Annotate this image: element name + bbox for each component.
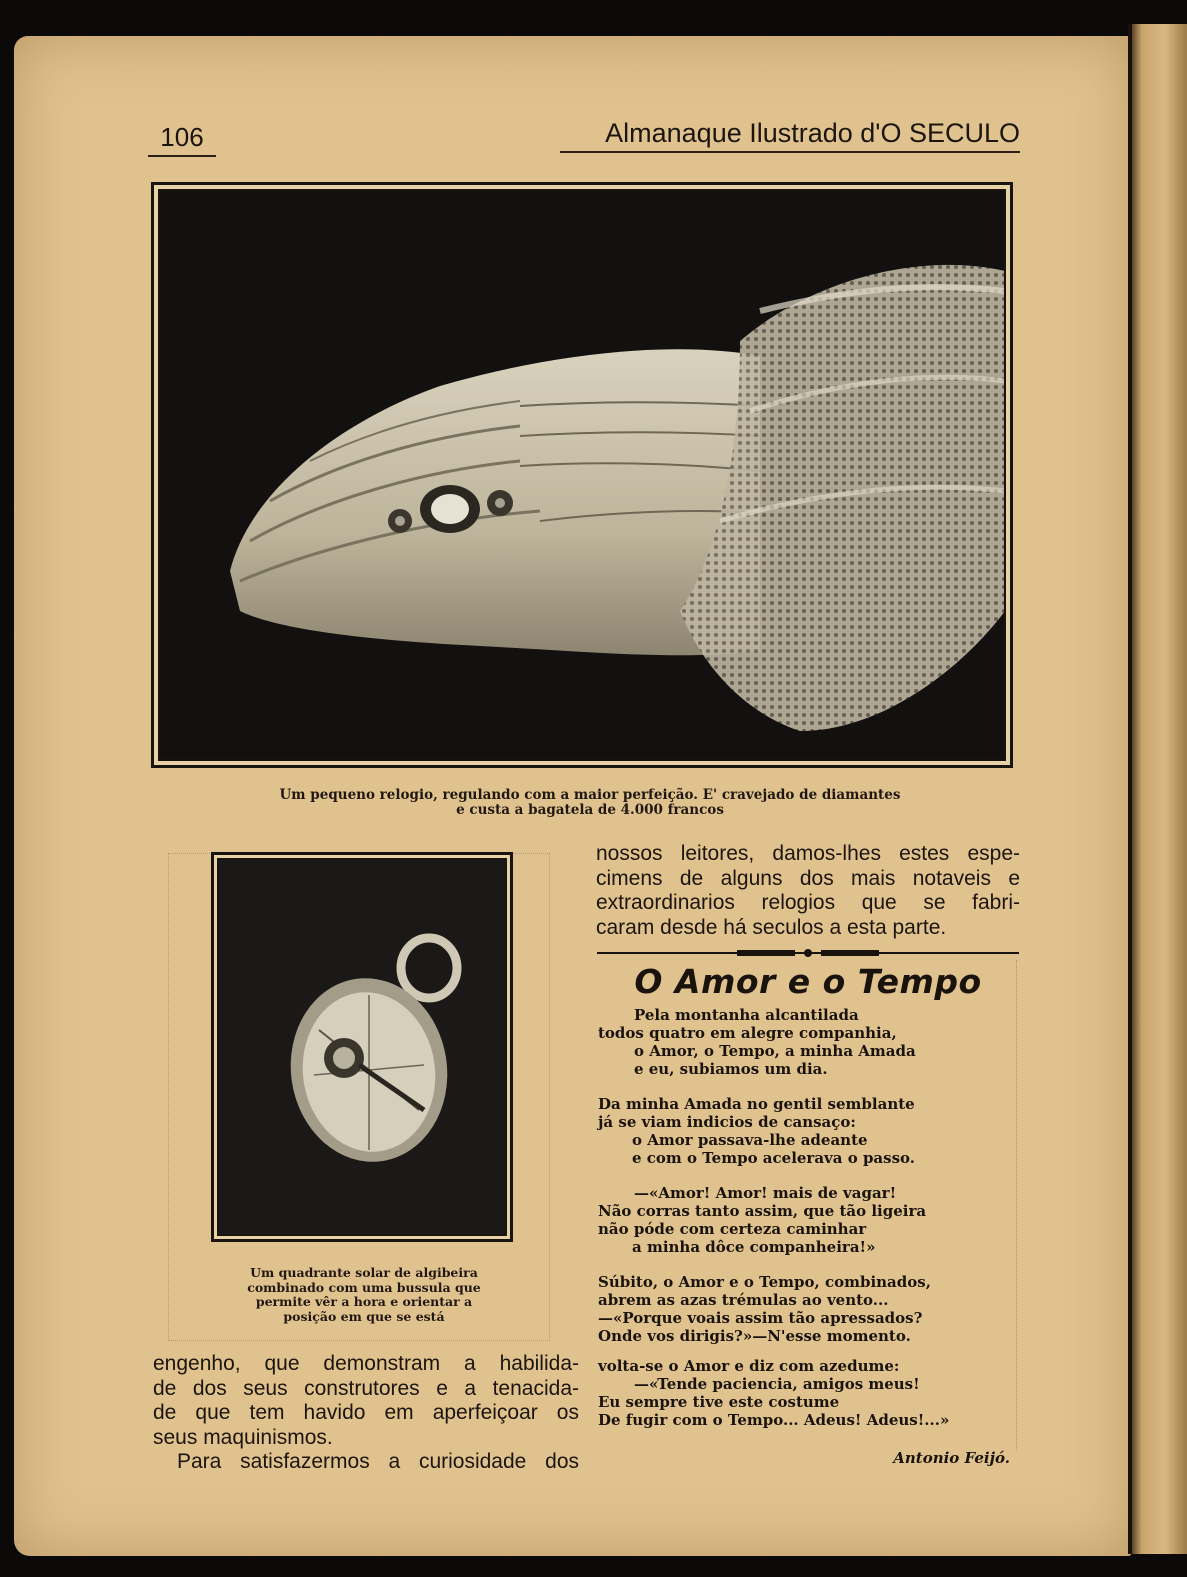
poem-stanza — [598, 1006, 1038, 1078]
poem-verse: De fugir com o Tempo... Adeus! Adeus!...» — [598, 1411, 950, 1429]
sundial-caption-line: permite vêr a hora e orientar a — [255, 1294, 473, 1309]
sundial-caption — [214, 1266, 514, 1324]
poem-verse: Pela montanha alcantilada — [634, 1006, 859, 1024]
sundial-caption-line: posição em que se está — [283, 1308, 445, 1324]
section-divider-ornament — [597, 944, 1019, 960]
poem-verse: Súbito, o Amor e o Tempo, combinados, — [598, 1273, 931, 1291]
poem-verse: abrem as azas trémulas ao vento... — [598, 1291, 889, 1309]
prose-line: Para satisfazermos a curiosidade dos — [177, 1450, 579, 1473]
poem-body — [598, 1006, 1038, 1446]
poem-stanza — [598, 1184, 1038, 1256]
facing-page-edge — [1132, 24, 1187, 1554]
poem-author: Antonio Feijó. — [893, 1449, 1010, 1467]
ring-watch-photo — [151, 182, 1013, 768]
poem-verse: Eu sempre tive este costume — [598, 1393, 840, 1411]
prose-line: caram desde há seculos a esta parte. — [596, 915, 947, 939]
poem-stanza — [598, 1273, 1038, 1345]
sundial-caption-line: Um quadrante solar de algibeira — [250, 1265, 478, 1280]
gloved-hand-illustration — [160, 191, 1006, 761]
poem-verse: —«Tende paciencia, amigos meus! — [634, 1375, 920, 1393]
prose-line: engenho, que demonstram a habilida- — [153, 1352, 579, 1375]
main-caption-line-1: Um pequeno relogio, regulando com a maior perfeição. E' cravejado de diamantes — [279, 787, 901, 803]
poem-verse: todos quatro em alegre companhia, — [598, 1024, 897, 1042]
poem-stanza — [598, 1357, 1038, 1429]
running-title: Almanaque Ilustrado d'O SECULO — [560, 118, 1020, 153]
poem-column-rule — [1016, 960, 1018, 1450]
prose-line: de dos seus construtores e a tenacida- — [153, 1376, 579, 1400]
poem-verse: não póde com certeza caminhar — [598, 1220, 867, 1238]
main-photo-caption — [190, 788, 990, 818]
right-column-text — [596, 842, 1020, 940]
poem-verse: a minha dôce companheira!» — [632, 1238, 876, 1256]
prose-line: cimens de alguns dos mais notaveis e — [596, 866, 1020, 890]
left-column-text — [153, 1352, 579, 1475]
poem-verse: Onde vos dirigis?»—N'esse momento. — [598, 1327, 911, 1345]
poem-verse: e com o Tempo acelerava o passo. — [632, 1149, 916, 1167]
poem-verse: Não corras tanto assim, que tão ligeira — [598, 1202, 927, 1220]
poem-verse: e eu, subiamos um dia. — [634, 1060, 828, 1078]
prose-line: nossos leitores, damos-lhes estes espe- — [596, 842, 1020, 865]
sundial-photo — [211, 852, 513, 1242]
poem-verse: o Amor passava-lhe adeante — [632, 1131, 868, 1149]
poem-verse: —«Porque voais assim tão apressados? — [598, 1309, 923, 1327]
poem-title: O Amor e o Tempo — [634, 962, 982, 1001]
page-number: 106 — [148, 122, 216, 157]
poem-stanza — [598, 1095, 1038, 1167]
poem-verse: volta-se o Amor e diz com azedume: — [598, 1357, 900, 1375]
prose-line: de que tem havido em aperfeiçoar os — [153, 1401, 579, 1424]
main-caption-line-2: e custa a bagatela de 4.000 francos — [456, 802, 724, 818]
poem-verse: já se viam indicios de cansaço: — [598, 1113, 856, 1131]
poem-verse: o Amor, o Tempo, a minha Amada — [634, 1042, 916, 1060]
prose-line: seus maquinismos. — [153, 1425, 333, 1449]
prose-line: extraordinarios relogios que se fabri- — [596, 891, 1020, 914]
poem-verse: —«Amor! Amor! mais de vagar! — [634, 1184, 897, 1202]
poem-verse: Da minha Amada no gentil semblante — [598, 1095, 915, 1113]
pocket-sundial-illustration — [219, 860, 507, 1236]
sundial-caption-line: combinado com uma bussula que — [247, 1279, 481, 1295]
